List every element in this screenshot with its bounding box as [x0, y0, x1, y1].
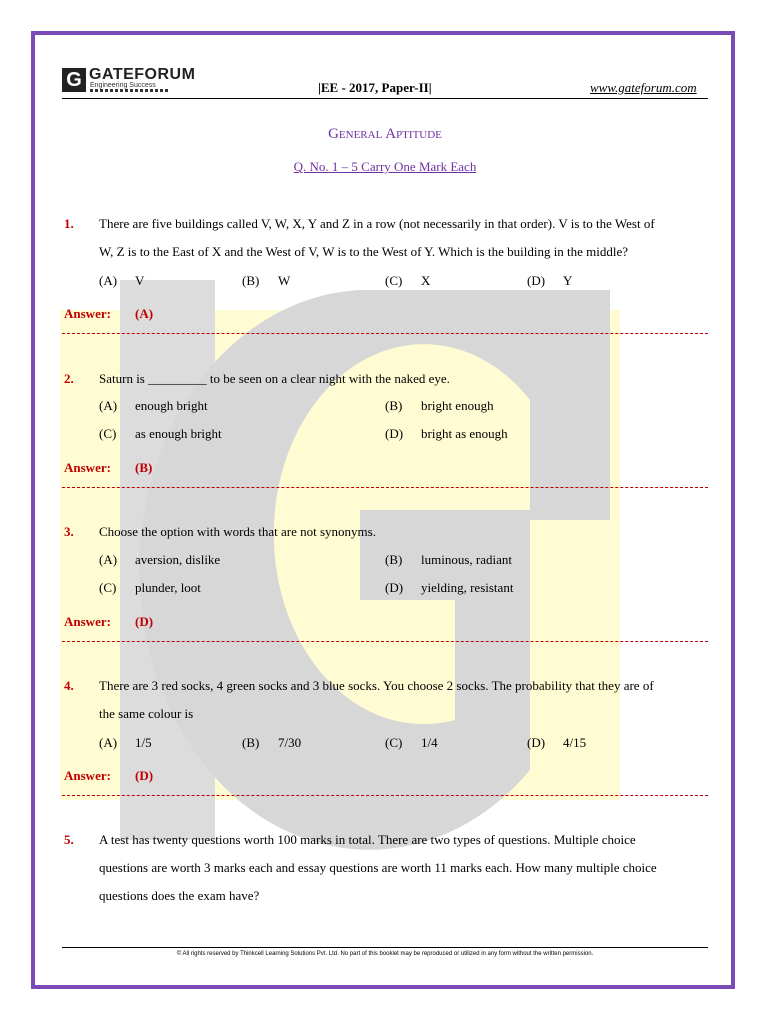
- option-key: (A): [99, 552, 118, 567]
- answer-label: Answer:: [64, 306, 111, 321]
- paper-title: |EE - 2017, Paper-II|: [318, 80, 432, 95]
- option-key: (D): [385, 426, 404, 441]
- section-subtitle: Q. No. 1 – 5 Carry One Mark Each: [293, 159, 477, 174]
- answer-value: (B): [135, 460, 153, 475]
- question-text: questions are worth 3 marks each and essay questions are worth 11 marks each. How many multiple choice: [99, 860, 657, 875]
- answer-label: Answer:: [64, 614, 111, 629]
- question-text: Saturn is _________ to be seen on a clear night with the naked eye.: [99, 371, 450, 386]
- option-text: plunder, loot: [135, 580, 201, 595]
- question-text: W, Z is to the East of X and the West of V, W is to the West of Y. Which is the building in the middle?: [99, 244, 629, 259]
- option-text: luminous, radiant: [421, 552, 512, 567]
- option-text: V: [135, 273, 145, 288]
- question-text: There are five buildings called V, W, X, Y and Z in a row (not necessarily in that order). V is to the West of: [99, 216, 655, 231]
- question-separator: [62, 333, 708, 334]
- answer-label: Answer:: [64, 460, 111, 475]
- option-text: as enough bright: [135, 426, 222, 441]
- copyright-footer: © All rights reserved by Thinkcell Learning Solutions Pvt. Ltd. No part of this booklet may be reproduced or utilized in any form without the written permission.: [176, 951, 594, 957]
- option-text: Y: [563, 273, 573, 288]
- section-title: General Aptitude: [328, 126, 442, 142]
- option-text: bright enough: [421, 398, 494, 413]
- question-number: 4.: [64, 678, 74, 693]
- question-separator: [62, 487, 708, 488]
- question-separator: [62, 641, 708, 642]
- answer-value: (D): [135, 614, 154, 629]
- logo-tagline: Engineering Success: [90, 82, 156, 89]
- question-text: There are 3 red socks, 4 green socks and 3 blue socks. You choose 2 socks. The probability that they are of: [99, 678, 654, 693]
- answer-value: (D): [135, 768, 154, 783]
- option-text: aversion, dislike: [135, 552, 221, 567]
- option-key: (D): [527, 735, 546, 750]
- option-key: (C): [99, 580, 117, 595]
- option-key: (B): [242, 735, 260, 750]
- option-key: (B): [385, 398, 403, 413]
- logo-g-icon: G: [62, 68, 86, 92]
- option-key: (B): [242, 273, 260, 288]
- answer-value: (A): [135, 306, 154, 321]
- option-key: (A): [99, 273, 118, 288]
- question-text: Choose the option with words that are not synonyms.: [99, 524, 376, 539]
- option-key: (B): [385, 552, 403, 567]
- option-text: enough bright: [135, 398, 208, 413]
- option-key: (A): [99, 398, 118, 413]
- option-text: yielding, resistant: [421, 580, 514, 595]
- option-text: 1/4: [421, 735, 438, 750]
- logo-name: GATEFORUM: [89, 66, 196, 83]
- logo-dots: [90, 89, 168, 92]
- gateforum-logo: [62, 66, 196, 94]
- answer-label: Answer:: [64, 768, 111, 783]
- website-link[interactable]: www.gateforum.com: [590, 80, 697, 95]
- question-separator: [62, 795, 708, 796]
- option-text: X: [421, 273, 431, 288]
- option-text: 7/30: [278, 735, 302, 750]
- option-text: 1/5: [135, 735, 152, 750]
- question-text: A test has twenty questions worth 100 marks in total. There are two types of questions. Multiple choice: [99, 832, 636, 847]
- option-key: (A): [99, 735, 118, 750]
- question-number: 5.: [64, 832, 74, 847]
- option-key: (D): [385, 580, 404, 595]
- question-number: 1.: [64, 216, 74, 231]
- option-key: (D): [527, 273, 546, 288]
- footer-divider: [62, 947, 708, 948]
- option-text: 4/15: [563, 735, 587, 750]
- option-text: bright as enough: [421, 426, 508, 441]
- question-text: the same colour is: [99, 706, 194, 721]
- question-text: questions does the exam have?: [99, 888, 260, 903]
- question-number: 3.: [64, 524, 74, 539]
- option-key: (C): [385, 273, 403, 288]
- question-number: 2.: [64, 371, 74, 386]
- header-divider: [62, 98, 708, 99]
- option-text: W: [278, 273, 291, 288]
- option-key: (C): [99, 426, 117, 441]
- option-key: (C): [385, 735, 403, 750]
